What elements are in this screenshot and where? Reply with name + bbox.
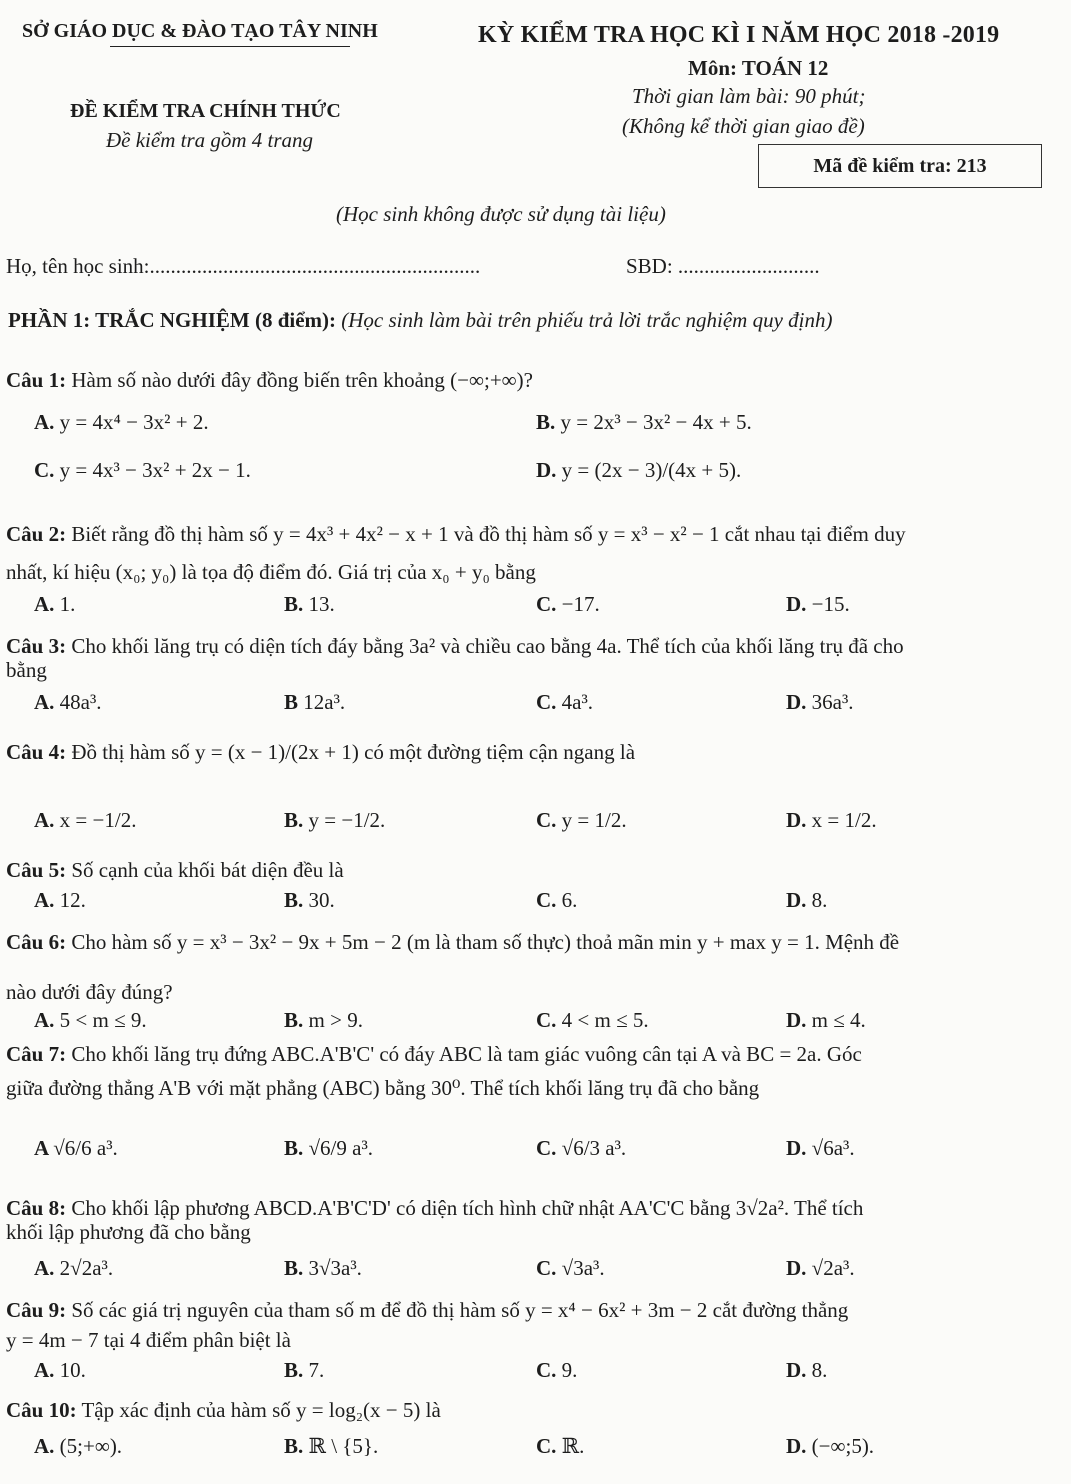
option-letter: D. (786, 888, 812, 912)
option-text: y = 1/2. (561, 808, 627, 832)
question-text: Cho khối lăng trụ có diện tích đáy bằng 3a² và chiều cao bằng 4a. Thể tích của khối lăng trụ đã cho (66, 634, 904, 658)
part1-note: (Học sinh làm bài trên phiếu trả lời trắc nghiệm quy định) (341, 308, 833, 332)
option-letter: B. (284, 1358, 309, 1382)
option-letter: B (284, 690, 304, 714)
option-5-c (536, 888, 577, 913)
option-7-b (284, 1136, 373, 1161)
option-7-d (786, 1136, 855, 1161)
question-text-continued: bằng (6, 658, 47, 682)
question-text: Cho hàm số y = x³ − 3x² − 9x + 5m − 2 (m là tham số thực) thoả mãn min y + max y = 1. Mệnh đề (66, 930, 900, 954)
option-4-b (284, 808, 385, 833)
duration-note: (Không kể thời gian giao đề) (622, 114, 865, 138)
subject: Môn: TOÁN 12 (688, 56, 829, 80)
option-9-b (284, 1358, 324, 1383)
question-label: Câu 5: (6, 858, 67, 882)
official-label: ĐỀ KIỂM TRA CHÍNH THỨC (70, 100, 341, 122)
option-7-c (536, 1136, 626, 1161)
option-10-b (284, 1434, 378, 1459)
option-8-c (536, 1256, 605, 1281)
option-4-d (786, 808, 877, 833)
question-8 (6, 1196, 863, 1221)
option-letter: C. (536, 592, 562, 616)
option-6-a (34, 1008, 147, 1033)
question-6 (6, 930, 899, 955)
option-10-c (536, 1434, 584, 1459)
option-letter: D. (786, 1136, 812, 1160)
option-text: 9. (561, 1358, 578, 1382)
option-letter: A. (34, 410, 60, 434)
question-text-continued: khối lập phương đã cho bằng (6, 1220, 251, 1244)
option-text: 4 < m ≤ 5. (561, 1008, 649, 1032)
option-letter: A. (34, 592, 60, 616)
option-letter: B. (284, 1434, 309, 1458)
option-text: y = 4x⁴ − 3x² + 2. (59, 410, 209, 434)
option-text: ℝ. (561, 1434, 585, 1458)
option-text: m ≤ 4. (811, 1008, 866, 1032)
option-text: 30. (308, 888, 335, 912)
department-name: SỞ GIÁO DỤC & ĐÀO TẠO TÂY NINH (22, 20, 378, 42)
option-8-d (786, 1256, 855, 1281)
option-text: 3√3a³. (308, 1256, 362, 1280)
question-text: Cho khối lập phương ABCD.A'B'C'D' có diện tích hình chữ nhật AA'C'C bằng 3√2a². Thể tích (66, 1196, 864, 1220)
question-text: Số cạnh của khối bát diện đều là (66, 858, 344, 882)
question-text: Số các giá trị nguyên của tham số m để đồ thị hàm số y = x⁴ − 6x² + 3m − 2 cắt đường thẳng (66, 1298, 849, 1322)
option-text: −17. (561, 592, 600, 616)
option-letter: C. (536, 1136, 562, 1160)
option-letter: D. (536, 458, 562, 482)
exam-title: KỲ KIỂM TRA HỌC KÌ I NĂM HỌC 2018 -2019 (478, 22, 1000, 48)
question-1 (6, 368, 533, 393)
option-text: 12. (59, 888, 86, 912)
option-letter: B. (284, 1136, 309, 1160)
question-label: Câu 9: (6, 1298, 67, 1322)
option-letter: A. (34, 1434, 60, 1458)
option-2-a (34, 592, 75, 617)
option-letter: B. (284, 592, 309, 616)
question-7 (6, 1042, 862, 1067)
question-label: Câu 10: (6, 1398, 77, 1422)
option-letter: B. (284, 1008, 309, 1032)
question-4 (6, 740, 635, 765)
option-letter: C. (536, 1256, 562, 1280)
option-text: y = (2x − 3)/(4x + 5). (561, 458, 742, 482)
question-text: Cho khối lăng trụ đứng ABC.A'B'C' có đáy ABC là tam giác vuông cân tại A và BC = 2a. Góc (66, 1042, 862, 1066)
question-text: Biết rằng đồ thị hàm số y = 4x³ + 4x² − x + 1 và đồ thị hàm số y = x³ − x² − 1 cắt nhau tại điểm duy (66, 522, 906, 546)
option-letter: C. (536, 1358, 562, 1382)
option-letter: D. (786, 1256, 812, 1280)
option-text: 7. (308, 1358, 325, 1382)
option-text: 6. (561, 888, 578, 912)
question-label: Câu 7: (6, 1042, 67, 1066)
part1-heading (8, 308, 833, 333)
option-4-a (34, 808, 136, 833)
option-5-b (284, 888, 335, 913)
part1-title: PHẦN 1: TRẮC NGHIỆM (8 điểm): (8, 308, 337, 332)
student-name-field: Họ, tên học sinh:............................................................... (6, 254, 481, 278)
exam-code-box (758, 144, 1042, 188)
option-2-b (284, 592, 335, 617)
option-5-d (786, 888, 827, 913)
option-text: √2a³. (811, 1256, 855, 1280)
duration: Thời gian làm bài: 90 phút; (632, 84, 866, 108)
department-underline (110, 46, 350, 47)
question-text: Tập xác định của hàm số y = log₂(x − 5) là (76, 1398, 441, 1422)
question-label: Câu 3: (6, 634, 67, 658)
option-text: 8. (811, 888, 828, 912)
option-text: m > 9. (308, 1008, 363, 1032)
option-2-d (786, 592, 850, 617)
option-text: 8. (811, 1358, 828, 1382)
option-text: 10. (59, 1358, 86, 1382)
option-text: 2√2a³. (59, 1256, 114, 1280)
option-letter: A (34, 1136, 54, 1160)
option-1-b (536, 410, 752, 435)
question-9 (6, 1298, 848, 1323)
sbd-field: SBD: ........................... (626, 254, 820, 278)
option-letter: A. (34, 690, 60, 714)
option-letter: A. (34, 888, 60, 912)
option-3-b (284, 690, 345, 715)
question-label: Câu 4: (6, 740, 67, 764)
option-10-d (786, 1434, 874, 1459)
option-text: x = 1/2. (811, 808, 877, 832)
option-text: √3a³. (561, 1256, 605, 1280)
option-letter: A. (34, 1008, 60, 1032)
option-4-c (536, 808, 627, 833)
option-1-a (34, 410, 209, 435)
option-letter: C. (536, 1008, 562, 1032)
option-text: x = −1/2. (59, 808, 137, 832)
option-letter: D. (786, 1434, 812, 1458)
option-6-d (786, 1008, 866, 1033)
option-5-a (34, 888, 86, 913)
option-text: √6/6 a³. (53, 1136, 118, 1160)
option-letter: D. (786, 1358, 812, 1382)
option-text: y = 4x³ − 3x² + 2x − 1. (59, 458, 251, 482)
option-2-c (536, 592, 600, 617)
option-text: √6/9 a³. (308, 1136, 373, 1160)
option-6-c (536, 1008, 649, 1033)
question-text: Hàm số nào dưới đây đồng biến trên khoảng (−∞;+∞)? (66, 368, 533, 392)
option-3-a (34, 690, 102, 715)
option-text: (5;+∞). (59, 1434, 123, 1458)
option-letter: C. (536, 1434, 562, 1458)
question-text-continued: nào dưới đây đúng? (6, 980, 173, 1004)
option-text: y = 2x³ − 3x² − 4x + 5. (560, 410, 752, 434)
exam-code: Mã đề kiểm tra: 213 (813, 154, 987, 177)
option-8-a (34, 1256, 113, 1281)
option-3-c (536, 690, 593, 715)
option-text: (−∞;5). (811, 1434, 875, 1458)
question-label: Câu 2: (6, 522, 67, 546)
question-10 (6, 1398, 441, 1423)
option-letter: C. (34, 458, 60, 482)
option-text: √6a³. (811, 1136, 855, 1160)
option-text: 36a³. (811, 690, 854, 714)
option-letter: D. (786, 592, 812, 616)
question-text: Đồ thị hàm số y = (x − 1)/(2x + 1) có một đường tiệm cận ngang là (66, 740, 636, 764)
question-5 (6, 858, 344, 883)
option-letter: B. (284, 808, 309, 832)
option-letter: D. (786, 690, 812, 714)
option-letter: D. (786, 1008, 812, 1032)
question-label: Câu 8: (6, 1196, 67, 1220)
option-6-b (284, 1008, 363, 1033)
option-letter: B. (284, 888, 309, 912)
question-2 (6, 522, 906, 547)
option-text: √6/3 a³. (561, 1136, 627, 1160)
question-label: Câu 1: (6, 368, 67, 392)
option-letter: A. (34, 1256, 60, 1280)
option-10-a (34, 1434, 122, 1459)
option-9-d (786, 1358, 827, 1383)
question-text-continued: giữa đường thẳng A'B với mặt phẳng (ABC) bằng 30⁰. Thể tích khối lăng trụ đã cho bằng (6, 1076, 760, 1100)
option-letter: A. (34, 808, 60, 832)
option-text: 5 < m ≤ 9. (59, 1008, 147, 1032)
option-letter: B. (284, 1256, 309, 1280)
option-1-d (536, 458, 741, 483)
option-text: 1. (59, 592, 76, 616)
question-label: Câu 6: (6, 930, 67, 954)
option-letter: C. (536, 690, 562, 714)
option-text: 12a³. (303, 690, 346, 714)
option-text: y = −1/2. (308, 808, 386, 832)
question-3 (6, 634, 904, 659)
option-text: ℝ \ {5}. (308, 1434, 379, 1458)
option-letter: C. (536, 808, 562, 832)
option-text: 48a³. (59, 690, 102, 714)
option-9-c (536, 1358, 577, 1383)
option-7-a (34, 1136, 118, 1161)
option-letter: D. (786, 808, 812, 832)
option-8-b (284, 1256, 362, 1281)
option-letter: A. (34, 1358, 60, 1382)
option-3-d (786, 690, 854, 715)
option-text: 13. (308, 592, 335, 616)
page-count: Đề kiểm tra gồm 4 trang (106, 128, 314, 152)
no-docs-note: (Học sinh không được sử dụng tài liệu) (336, 202, 666, 226)
question-text-continued: nhất, kí hiệu (x₀; y₀) là tọa độ điểm đó. Giá trị của x₀ + y₀ bằng (6, 560, 536, 584)
option-text: −15. (811, 592, 850, 616)
option-letter: B. (536, 410, 561, 434)
question-text-continued: y = 4m − 7 tại 4 điểm phân biệt là (6, 1328, 291, 1352)
option-text: 4a³. (561, 690, 594, 714)
option-9-a (34, 1358, 86, 1383)
option-letter: C. (536, 888, 562, 912)
option-1-c (34, 458, 251, 483)
